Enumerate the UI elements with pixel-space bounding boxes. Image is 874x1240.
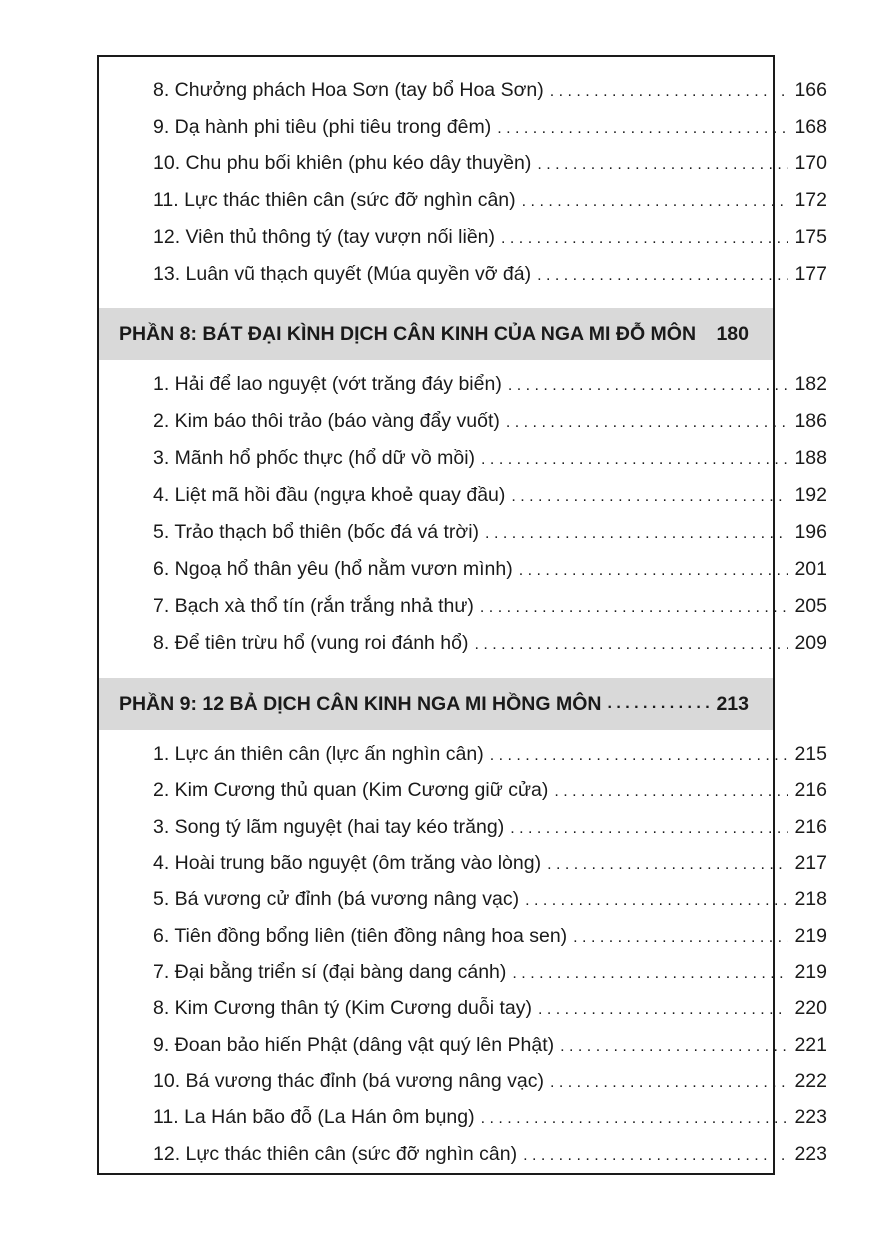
entry-title: 9. Đoan bảo hiến Phật (dâng vật quý lên Phật): [153, 1034, 555, 1056]
toc-entry: [99, 1066, 851, 1096]
section-title: PHẦN 9: 12 BẢ DỊCH CÂN KINH NGA MI HỒNG MÔN: [119, 692, 602, 715]
toc-entry: [99, 185, 851, 215]
leader-dots: [522, 187, 789, 217]
entry-page: 218: [794, 888, 827, 910]
entry-title: 8. Để tiên trừu hổ (vung roi đánh hổ): [153, 632, 469, 654]
toc-entry: [99, 443, 851, 473]
entry-page: 166: [794, 79, 827, 101]
entry-page: 221: [794, 1034, 827, 1056]
entry-page: 192: [794, 484, 827, 506]
entry-page: 209: [794, 632, 827, 654]
toc-entry: [99, 222, 851, 252]
toc-entry: [99, 848, 851, 878]
entry-title: 8. Kim Cương thân tý (Kim Cương duỗi tay): [153, 997, 532, 1019]
leader-dots: [525, 886, 788, 916]
toc-entry: [99, 993, 851, 1023]
toc-entry: [99, 812, 851, 842]
entry-page: 188: [794, 447, 827, 469]
entry-page: 222: [794, 1070, 827, 1092]
entry-title: 11. Lực thác thiên cân (sức đỡ nghìn cân): [153, 189, 516, 211]
section-heading: [99, 308, 773, 360]
leader-dots: [550, 1068, 788, 1098]
toc-entry: [99, 480, 851, 510]
entry-title: 5. Trảo thạch bổ thiên (bốc đá vá trời): [153, 521, 480, 543]
entry-page: 216: [794, 779, 827, 801]
leader-dots: [497, 114, 788, 144]
entry-title: 2. Kim báo thôi trảo (báo vàng đẩy vuốt): [153, 410, 500, 432]
entry-title: 11. La Hán bão đỗ (La Hán ôm bụng): [153, 1106, 475, 1128]
toc-entry: [99, 1139, 851, 1169]
entry-title: 12. Viên thủ thông tý (tay vượn nối liền): [153, 226, 496, 248]
leader-dots: [538, 995, 788, 1025]
toc-entry: [99, 591, 851, 621]
leader-dots: [573, 923, 788, 953]
entry-page: 168: [794, 116, 827, 138]
entry-title: 2. Kim Cương thủ quan (Kim Cương giữ cửa): [153, 779, 549, 801]
entry-page: 215: [794, 743, 827, 765]
toc-entry: [99, 148, 851, 178]
leader-dots: [607, 695, 710, 713]
section-title: PHẦN 8: BÁT ĐẠI KÌNH DỊCH CÂN KINH CỦA NGA MI ĐỖ MÔN: [119, 322, 697, 345]
entry-page: 219: [794, 925, 827, 947]
entry-title: 4. Hoài trung bão nguyệt (ôm trăng vào lòng): [153, 852, 542, 874]
toc-entry: [99, 369, 851, 399]
entry-page: 205: [794, 595, 827, 617]
toc-entry: [99, 628, 851, 658]
leader-dots: [537, 150, 788, 180]
leader-dots: [523, 1141, 788, 1171]
entry-title: 12. Lực thác thiên cân (sức đỡ nghìn cân): [153, 1143, 518, 1165]
entry-page: 170: [794, 152, 827, 174]
leader-dots: [512, 959, 788, 989]
entry-title: 3. Song tý lãm nguyệt (hai tay kéo trăng): [153, 816, 505, 838]
entry-title: 6. Ngoạ hổ thân yêu (hổ nằm vươn mình): [153, 558, 513, 580]
leader-dots: [485, 519, 788, 549]
toc-entry: [99, 884, 851, 914]
section-heading: [99, 678, 773, 730]
entry-page: 172: [794, 189, 827, 211]
entry-title: 1. Hải để lao nguyệt (vớt trăng đáy biển): [153, 373, 502, 395]
entry-title: 4. Liệt mã hồi đầu (ngựa khoẻ quay đầu): [153, 484, 506, 506]
leader-dots: [490, 741, 789, 771]
leader-dots: [519, 556, 789, 586]
leader-dots: [537, 261, 788, 291]
leader-dots: [510, 814, 788, 844]
entry-title: 10. Chu phu bối khiên (phu kéo dây thuyền): [153, 152, 532, 174]
toc-entry: [99, 406, 851, 436]
leader-dots: [554, 777, 788, 807]
entry-page: 182: [794, 373, 827, 395]
entry-title: 5. Bá vương cử đỉnh (bá vương nâng vạc): [153, 888, 520, 910]
leader-dots: [511, 482, 788, 512]
entry-title: 7. Đại bằng triển sí (đại bàng dang cánh): [153, 961, 507, 983]
entry-title: 8. Chưởng phách Hoa Sơn (tay bổ Hoa Sơn): [153, 79, 544, 101]
toc-frame: [97, 55, 827, 1175]
leader-dots: [506, 408, 789, 438]
leader-dots: [560, 1032, 788, 1062]
leader-dots: [481, 445, 788, 475]
section-page: 213: [716, 692, 749, 715]
leader-dots: [547, 850, 788, 880]
entry-page: 175: [794, 226, 827, 248]
toc-entry: [99, 957, 851, 987]
leader-dots: [550, 77, 789, 107]
toc-entry: [99, 112, 851, 142]
toc-entry: [99, 75, 851, 105]
entry-page: 220: [794, 997, 827, 1019]
entry-page: 219: [794, 961, 827, 983]
entry-page: 216: [794, 816, 827, 838]
toc-entry: [99, 775, 851, 805]
toc-entry: [99, 739, 851, 769]
entry-page: 196: [794, 521, 827, 543]
toc-entry: [99, 517, 851, 547]
entry-page: 217: [794, 852, 827, 874]
toc-entry: [99, 921, 851, 951]
toc-entry: [99, 554, 851, 584]
entry-page: 223: [794, 1106, 827, 1128]
entry-page: 223: [794, 1143, 827, 1165]
entry-title: 10. Bá vương thác đỉnh (bá vương nâng vạc): [153, 1070, 544, 1092]
entry-title: 6. Tiên đồng bổng liên (tiên đồng nâng hoa sen): [153, 925, 568, 947]
entry-title: 13. Luân vũ thạch quyết (Múa quyền vỡ đá): [153, 263, 532, 285]
leader-dots: [501, 224, 788, 254]
entry-page: 186: [794, 410, 827, 432]
entry-title: 3. Mãnh hổ phốc thực (hổ dữ vồ mồi): [153, 447, 476, 469]
leader-dots: [475, 630, 789, 660]
entry-page: 201: [794, 558, 827, 580]
leader-dots: [481, 1104, 789, 1134]
entry-page: 177: [794, 263, 827, 285]
entry-title: 1. Lực án thiên cân (lực ấn nghìn cân): [153, 743, 484, 765]
entry-title: 7. Bạch xà thổ tín (rắn trắng nhả thư): [153, 595, 474, 617]
toc-entry: [99, 1102, 851, 1132]
entry-title: 9. Dạ hành phi tiêu (phi tiêu trong đêm): [153, 116, 492, 138]
toc-entry: [99, 1030, 851, 1060]
leader-dots: [508, 371, 789, 401]
leader-dots: [480, 593, 789, 623]
toc-entry: [99, 259, 851, 289]
section-page: 180: [716, 322, 749, 345]
